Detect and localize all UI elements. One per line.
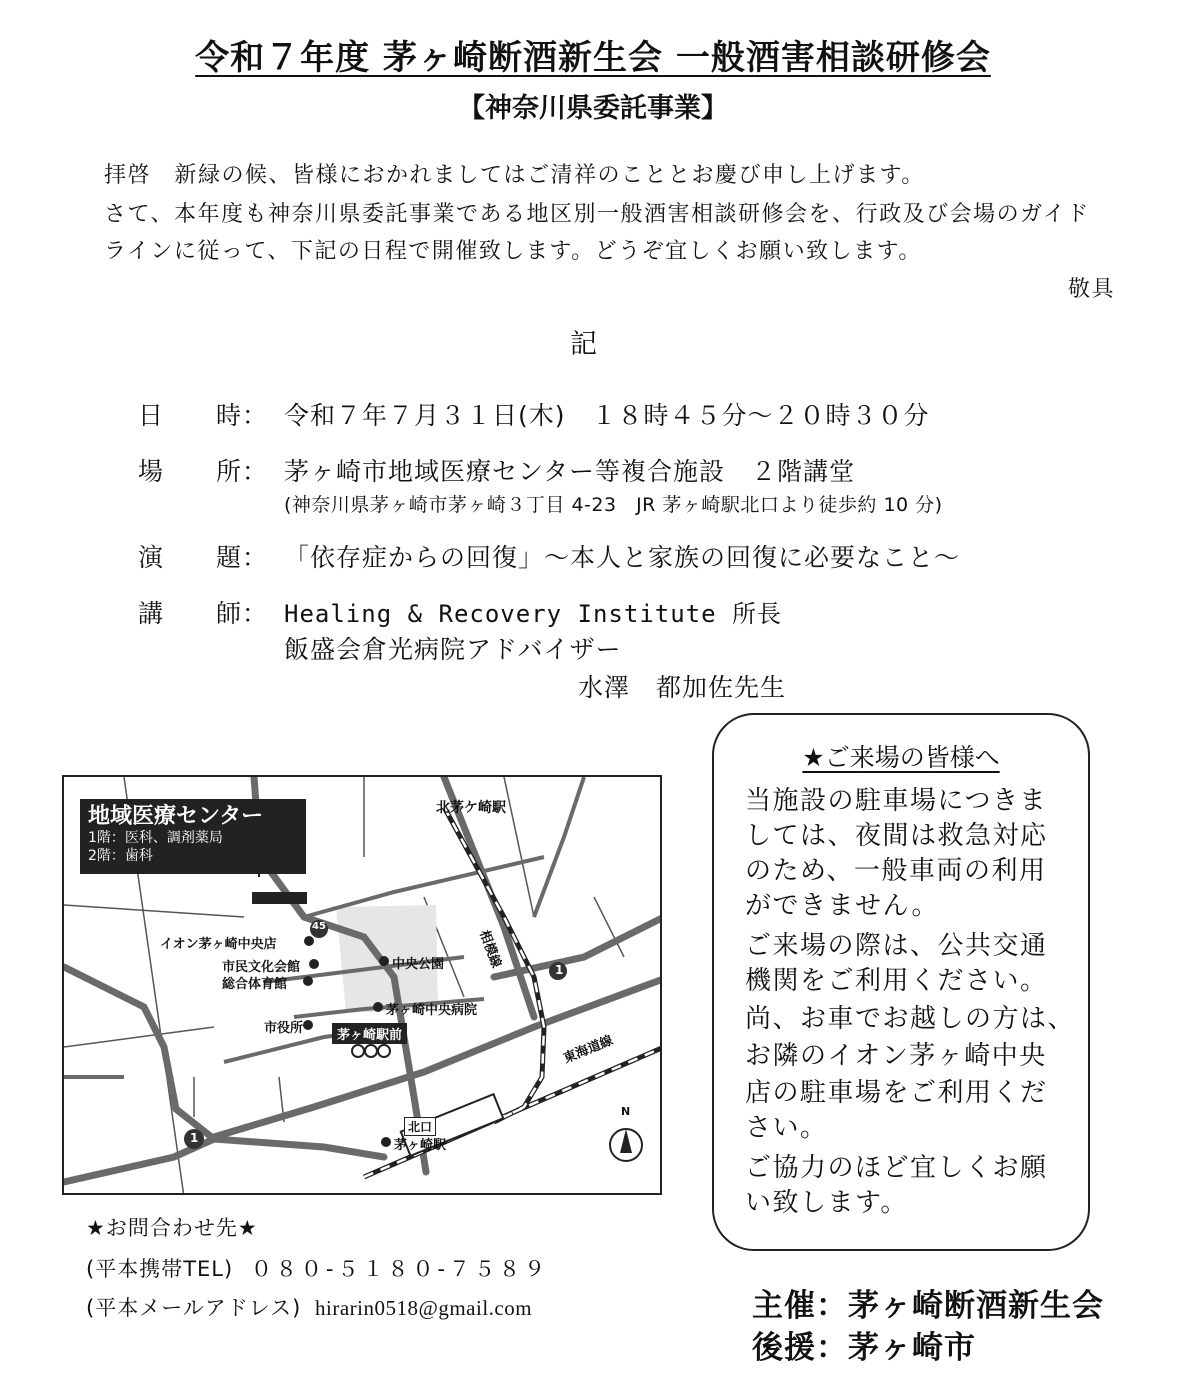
topic-value: 「依存症からの回復」～本人と家族の回復に必要なこと～ — [284, 543, 961, 572]
notice-line: ご来場の際は、公共交通 — [745, 931, 1048, 961]
topic-row — [138, 538, 960, 574]
intro-line-1: 拝啓 新緑の候、皆様におかれましてはご清祥のこととお慶び申し上げます。 — [104, 163, 925, 188]
aeon-label: イオン茅ヶ崎中央店 — [160, 937, 277, 952]
contact-heading: ★お問合わせ先★ — [86, 1216, 258, 1240]
speaker-affiliation: 飯盛会倉光病院アドバイザー — [284, 635, 622, 664]
speaker-row — [138, 594, 782, 630]
medical-center-label — [80, 799, 306, 874]
station-label: 茅ヶ崎駅 — [394, 1138, 447, 1153]
medical-center-title: 地域医療センター — [88, 804, 264, 829]
notice-line: 当施設の駐車場につきま — [745, 786, 1047, 816]
central-park-label: 中央公園 — [392, 957, 445, 972]
notice-line: 尚、お車でお越しの方は、 — [745, 1004, 1076, 1034]
route-1-east-label: 1 — [555, 963, 564, 977]
page-title — [0, 30, 1186, 79]
notice-line: 店の駐車場をご利用くだ — [745, 1078, 1048, 1108]
tokaido-line-label: 東海道線 — [561, 1033, 616, 1067]
ki-heading: 記 — [570, 329, 597, 360]
ekimae-label: 茅ヶ崎駅前 — [332, 1023, 407, 1044]
date-value: 令和７年７月３１日(木) １８時４５分～２０時３０分 — [284, 401, 930, 430]
host-organizer: 主催：茅ヶ崎断酒新生会 — [752, 1288, 1104, 1324]
contact-mail-row — [86, 1292, 532, 1322]
notice-title — [712, 738, 1090, 774]
contact-mail-label: (平本メールアドレス) — [86, 1296, 302, 1320]
date-row — [138, 396, 930, 432]
speaker-label: 講 師： — [138, 599, 269, 628]
city-hall-label: 市役所 — [264, 1021, 304, 1036]
contact-mail-value[interactable]: hirarin0518@gmail.com — [315, 1296, 533, 1320]
contact-tel-value: ０８０-５１８０-７５８９ — [250, 1257, 550, 1281]
notice-line: い致します。 — [745, 1188, 908, 1218]
supporting-organization: 後援：茅ヶ崎市 — [752, 1330, 976, 1366]
bunka-label: 市民文化会館 — [222, 960, 301, 975]
medical-center-floor2: 2階：歯科 — [88, 848, 153, 864]
page-subtitle: 【神奈川県委託事業】 — [458, 93, 728, 124]
date-label: 日 時： — [138, 401, 269, 430]
place-value: 茅ヶ崎市地域医療センター等複合施設 ２階講堂 — [284, 457, 856, 486]
page-title-text: 令和７年度 茅ヶ崎断酒新生会 一般酒害相談研修会 — [195, 38, 991, 78]
notice-line: さい。 — [745, 1113, 828, 1143]
place-label: 場 所： — [138, 457, 269, 486]
place-row — [138, 452, 855, 488]
notice-title-text: ★ご来場の皆様へ — [802, 743, 1000, 772]
speaker-name: 水澤 都加佐先生 — [578, 673, 787, 702]
notice-line: しては、夜間は救急対応 — [745, 821, 1048, 851]
place-address: (神奈川県茅ヶ崎市茅ヶ崎３丁目 4-23 JR 茅ヶ崎駅北口より徒歩約 10 分) — [284, 494, 943, 516]
medical-center-floor1: 1階：医科、調剤薬局 — [88, 830, 223, 846]
sagami-line-label: 相模線 — [476, 928, 504, 971]
compass-icon: N — [621, 1105, 631, 1118]
notice-line: 機関をご利用ください。 — [745, 966, 1048, 996]
contact-tel-row — [86, 1253, 549, 1283]
contact-tel-label: (平本携帯TEL) — [86, 1257, 234, 1281]
notice-line: ができません。 — [745, 891, 940, 921]
taiikukan-label: 総合体育館 — [222, 977, 288, 992]
kitaguchi-label: 北口 — [404, 1117, 436, 1136]
topic-label: 演 題： — [138, 543, 269, 572]
intro-closing: 敬具 — [1068, 277, 1116, 302]
hospital-label: 茅ヶ崎中央病院 — [386, 1003, 478, 1018]
access-map — [62, 775, 662, 1195]
intro-line-3: ラインに従って、下記の日程で開催致します。どうぞ宜しくお願い致します。 — [104, 239, 922, 264]
notice-line: ご協力のほど宜しくお願 — [745, 1153, 1048, 1183]
speaker-title: Healing & Recovery Institute 所長 — [284, 600, 783, 628]
route-1-west-label: 1 — [190, 1131, 199, 1145]
intro-line-2: さて、本年度も神奈川県委託事業である地区別一般酒害相談研修会を、行政及び会場のガイド — [104, 202, 1090, 227]
route-45-label: 45 — [312, 921, 326, 932]
notice-line: のため、一般車両の利用 — [745, 856, 1047, 886]
north-station-label: 北茅ケ崎駅 — [436, 800, 506, 816]
notice-line: お隣のイオン茅ヶ崎中央 — [745, 1041, 1047, 1071]
